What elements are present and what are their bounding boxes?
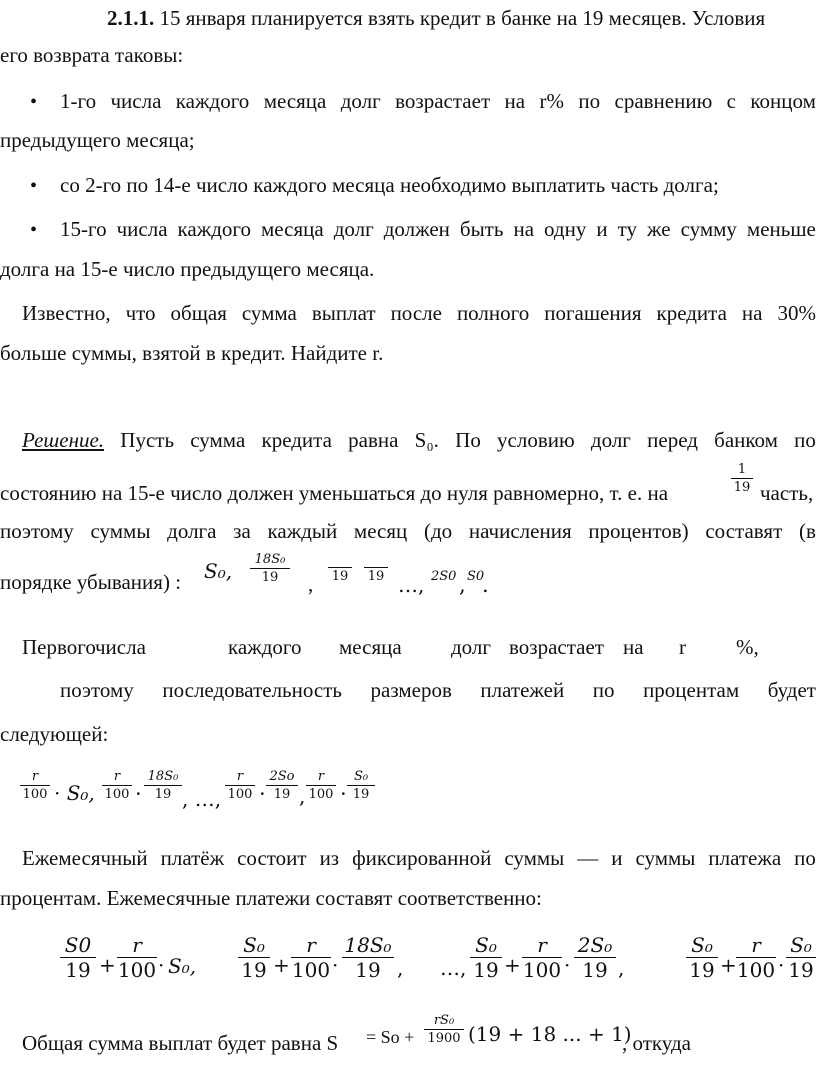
frac-num: r bbox=[537, 933, 547, 957]
word: 30% bbox=[777, 301, 816, 325]
solution-line-1 bbox=[22, 430, 816, 451]
p2-line-2 bbox=[60, 680, 816, 701]
word: Пусть bbox=[120, 428, 175, 452]
frac-den: 100 bbox=[227, 787, 253, 802]
word: числа bbox=[116, 217, 168, 241]
word: концом bbox=[750, 89, 816, 113]
word: месяца bbox=[261, 217, 324, 241]
frac-den: 19 bbox=[582, 958, 608, 982]
word: числа bbox=[95, 635, 146, 659]
word: процентам bbox=[643, 678, 740, 702]
frac-den: 100 bbox=[736, 958, 776, 982]
word: суммы bbox=[90, 519, 151, 543]
frac-den: 100 bbox=[522, 958, 562, 982]
bullet-1-text bbox=[60, 91, 816, 112]
bullet-3: • bbox=[30, 219, 38, 241]
frac-num: 18S₀ bbox=[254, 552, 286, 567]
word: составят bbox=[705, 519, 783, 543]
word: равна bbox=[348, 428, 399, 452]
solution-label: Решение. bbox=[22, 428, 105, 452]
seq-period: . bbox=[482, 573, 489, 597]
word: каждого bbox=[177, 217, 252, 241]
word: возрастает bbox=[509, 635, 604, 659]
seq-dots: …, bbox=[398, 573, 425, 597]
seq-frac-18s0 bbox=[250, 553, 290, 584]
word: погашения bbox=[544, 301, 642, 325]
total-tail: , откуда bbox=[622, 1031, 691, 1055]
word: сумма bbox=[241, 301, 297, 325]
frac-num: rS₀ bbox=[433, 1013, 455, 1028]
frac-den: 19 bbox=[154, 787, 172, 802]
word: месяц bbox=[353, 519, 408, 543]
frac-den: 100 bbox=[117, 958, 157, 982]
word: платёж bbox=[160, 846, 225, 870]
solution-line-2 bbox=[0, 483, 668, 504]
word: сумма bbox=[190, 428, 246, 452]
frac-den: 100 bbox=[291, 958, 331, 982]
pseq-frac-d bbox=[306, 770, 336, 801]
word: r% bbox=[539, 89, 564, 113]
frac-num: S₀ bbox=[691, 933, 713, 957]
pseq-b-tail: , …, bbox=[182, 787, 222, 811]
frac-num: r bbox=[31, 769, 39, 784]
frac-num: r bbox=[306, 933, 316, 957]
word: (до bbox=[423, 519, 453, 543]
frac-den: 100 bbox=[308, 787, 334, 802]
word: Известно, bbox=[22, 301, 111, 325]
pay1-dot: · bbox=[158, 953, 165, 977]
word: перед bbox=[647, 428, 698, 452]
word: долг bbox=[590, 428, 631, 452]
word: процентов) bbox=[588, 519, 689, 543]
word: сумму bbox=[680, 217, 737, 241]
word: По bbox=[455, 428, 481, 452]
word: выплат bbox=[311, 301, 376, 325]
seq-comma: , bbox=[308, 572, 314, 596]
solution-line-4: порядке убывания) : bbox=[0, 570, 182, 594]
pay2-tail: , bbox=[397, 956, 404, 980]
pay4-frac-s0-2 bbox=[786, 935, 816, 980]
word: — bbox=[577, 846, 599, 870]
word: на bbox=[741, 301, 763, 325]
frac-den: 19 bbox=[273, 787, 291, 802]
frac-den: 19 bbox=[355, 958, 381, 982]
frac-num: r bbox=[317, 769, 325, 784]
word: размеров bbox=[370, 678, 452, 702]
frac-num: S₀ bbox=[353, 769, 369, 784]
pay1-tail: S₀, bbox=[168, 954, 197, 978]
word: сравнению bbox=[614, 89, 713, 113]
seq-frac-blank-1 bbox=[328, 567, 352, 583]
word: долга bbox=[167, 519, 217, 543]
total-lead: Общая сумма выплат будет равна S bbox=[22, 1031, 339, 1055]
word: по bbox=[794, 428, 816, 452]
pseq-dot-d: · bbox=[340, 782, 347, 806]
pay2-plus: + bbox=[273, 953, 290, 977]
word: будет bbox=[767, 678, 816, 702]
word: последовательность bbox=[162, 678, 342, 702]
word: состоит bbox=[237, 846, 307, 870]
pay4-frac-s0 bbox=[686, 935, 718, 980]
pay2-dot: · bbox=[332, 953, 339, 977]
word: на bbox=[623, 635, 644, 659]
bullet-1: • bbox=[30, 91, 38, 113]
problem-number: 2.1.1. bbox=[107, 6, 155, 30]
pseq-dot-c: · bbox=[259, 782, 266, 806]
word: по bbox=[578, 89, 601, 113]
frac-den: 100 bbox=[22, 787, 48, 802]
word: за bbox=[233, 519, 251, 543]
seq-s0-last-text: S0 bbox=[467, 569, 485, 584]
pay1-frac-s0 bbox=[60, 935, 96, 980]
word: условию bbox=[497, 428, 575, 452]
p3-line-1 bbox=[22, 848, 816, 869]
problem-line-2: его возврата таковы: bbox=[0, 43, 184, 67]
fraction-one-nineteenth bbox=[731, 463, 753, 494]
word: %, bbox=[736, 635, 759, 659]
word: долг bbox=[333, 217, 374, 241]
word: с bbox=[726, 89, 736, 113]
pseq-dot-b: · bbox=[135, 782, 142, 806]
frac-num: 1 bbox=[737, 462, 747, 477]
word: поэтому bbox=[60, 678, 134, 702]
question-line-2: больше суммы, взятой в кредит. Найдите r. bbox=[0, 341, 384, 365]
pay2-frac-r bbox=[291, 935, 331, 980]
word: числа bbox=[110, 89, 162, 113]
frac-den: 1900 bbox=[427, 1031, 461, 1046]
word: фиксированной bbox=[352, 846, 492, 870]
word: Ежемесячный bbox=[22, 846, 148, 870]
solution-line-2-end: часть, bbox=[760, 481, 814, 505]
pay2-frac-18s0 bbox=[342, 935, 394, 980]
problem-line-1 bbox=[107, 8, 765, 29]
word: r bbox=[679, 635, 686, 659]
word: по bbox=[592, 678, 615, 702]
pseq-frac-b bbox=[102, 770, 132, 801]
pay3-dot: · bbox=[564, 953, 571, 977]
seq-comma-2: , bbox=[459, 573, 466, 597]
frac-num: S0 bbox=[64, 933, 92, 957]
seq-frac-blank-2 bbox=[364, 567, 388, 583]
frac-num: S₀ bbox=[475, 933, 497, 957]
frac-num: 18S₀ bbox=[147, 769, 179, 784]
word: что bbox=[125, 301, 156, 325]
word: должен bbox=[383, 217, 450, 241]
seq-2s0: 2S0 bbox=[431, 569, 457, 584]
word: месяца bbox=[263, 89, 327, 113]
word: после bbox=[390, 301, 442, 325]
pay3-frac-s0 bbox=[470, 935, 502, 980]
word: месяца bbox=[339, 635, 402, 659]
solution-line-2-text: состоянию на 15-е число должен уменьшаться до нуля равномерно, т. е. на bbox=[0, 481, 669, 505]
word: из bbox=[319, 846, 340, 870]
bullet-3-text bbox=[60, 219, 816, 240]
total-eq: = So + bbox=[366, 1027, 415, 1047]
total-frac bbox=[424, 1014, 464, 1045]
frac-den: 19 bbox=[689, 958, 715, 982]
frac-num: S₀ bbox=[243, 933, 265, 957]
frac-num: 18S₀ bbox=[344, 933, 392, 957]
pay3-plus: + bbox=[504, 953, 521, 977]
pay3-frac-2s0 bbox=[574, 935, 616, 980]
word: и bbox=[596, 217, 608, 241]
frac-num: 2So bbox=[269, 769, 295, 784]
word: меньше bbox=[746, 217, 816, 241]
question-line-1 bbox=[22, 303, 816, 324]
frac-den: 19 bbox=[241, 958, 267, 982]
pay3-lead: …, bbox=[440, 956, 467, 980]
word: начисления bbox=[468, 519, 572, 543]
bullet-2: • bbox=[30, 175, 38, 197]
frac-den: 19 bbox=[788, 958, 814, 982]
word: на bbox=[513, 217, 535, 241]
word: каждого bbox=[175, 89, 250, 113]
word: возрастает bbox=[395, 89, 491, 113]
frac-den: 19 bbox=[65, 958, 91, 982]
word: каждый bbox=[267, 519, 338, 543]
word: на bbox=[504, 89, 526, 113]
word: платежей bbox=[480, 678, 565, 702]
seq-s0-text: S₀, bbox=[204, 559, 233, 583]
p2-line-1 bbox=[0, 637, 816, 659]
p3-line-2: процентам. Ежемесячные платежи составят соответственно: bbox=[0, 886, 542, 910]
word: долг bbox=[451, 635, 492, 659]
bullet-1-cont: предыдущего месяца; bbox=[0, 128, 195, 152]
frac-den: 19 bbox=[473, 958, 499, 982]
word: же bbox=[647, 217, 671, 241]
pay1-frac-r bbox=[117, 935, 157, 980]
word: общая bbox=[170, 301, 227, 325]
frac-den: 19 bbox=[331, 569, 349, 584]
word: 1-го bbox=[60, 89, 97, 113]
word: 15-го bbox=[60, 217, 107, 241]
word: кредита bbox=[261, 428, 332, 452]
word: и bbox=[611, 846, 623, 870]
frac-num: S₀ bbox=[790, 933, 812, 957]
word: Первого bbox=[22, 635, 96, 659]
word: ту bbox=[617, 217, 637, 241]
pseq-frac-c bbox=[225, 770, 255, 801]
frac-den: 100 bbox=[104, 787, 130, 802]
frac-num: r bbox=[132, 933, 142, 957]
word: банком bbox=[714, 428, 778, 452]
frac-den: 19 bbox=[261, 570, 279, 585]
pay2-frac-s0 bbox=[238, 935, 270, 980]
pay4-dot: · bbox=[778, 953, 785, 977]
word: кредита bbox=[656, 301, 727, 325]
frac-num: r bbox=[113, 769, 121, 784]
pay4-frac-r bbox=[736, 935, 776, 980]
word: суммы bbox=[635, 846, 696, 870]
frac-num: r bbox=[751, 933, 761, 957]
word: долг bbox=[340, 89, 381, 113]
pay3-tail: , bbox=[618, 956, 625, 980]
word: полного bbox=[456, 301, 530, 325]
word: (в bbox=[798, 519, 816, 543]
frac-num: r bbox=[236, 769, 244, 784]
pseq-frac-c2 bbox=[266, 770, 298, 801]
word: платежа bbox=[708, 846, 782, 870]
pay3-frac-r bbox=[522, 935, 562, 980]
bullet-2-text: со 2-го по 14-е число каждого месяца необходимо выплатить часть долга; bbox=[60, 173, 719, 197]
word: каждого bbox=[228, 635, 302, 659]
pay4-plus: + bbox=[720, 953, 737, 977]
word: одну bbox=[544, 217, 587, 241]
p2-line-3: следующей: bbox=[0, 722, 109, 746]
pseq-frac-d2 bbox=[347, 770, 375, 801]
word: суммы bbox=[504, 846, 565, 870]
word: поэтому bbox=[0, 519, 74, 543]
word: S₀. bbox=[414, 428, 439, 452]
frac-den: 19 bbox=[352, 787, 370, 802]
solution-line-3 bbox=[0, 521, 816, 542]
word: по bbox=[794, 846, 816, 870]
bullet-3-cont: долга на 15-е число предыдущего месяца. bbox=[0, 257, 375, 281]
pseq-c-tail: , bbox=[299, 784, 306, 808]
word: быть bbox=[459, 217, 504, 241]
pseq-frac-b2 bbox=[144, 770, 182, 801]
frac-num: 2S₀ bbox=[577, 933, 613, 957]
frac-den: 19 bbox=[367, 569, 385, 584]
total-paren: (19 + 18 ... + 1) bbox=[468, 1022, 632, 1046]
pseq-frac-a bbox=[20, 770, 50, 801]
problem-text: 15 января планируется взять кредит в банке на 19 месяцев. Условия bbox=[159, 6, 766, 30]
seq-s0 bbox=[204, 561, 232, 581]
pay1-plus: + bbox=[99, 953, 116, 977]
pseq-a-tail: · S₀, bbox=[54, 781, 95, 805]
frac-den: 19 bbox=[733, 480, 751, 495]
